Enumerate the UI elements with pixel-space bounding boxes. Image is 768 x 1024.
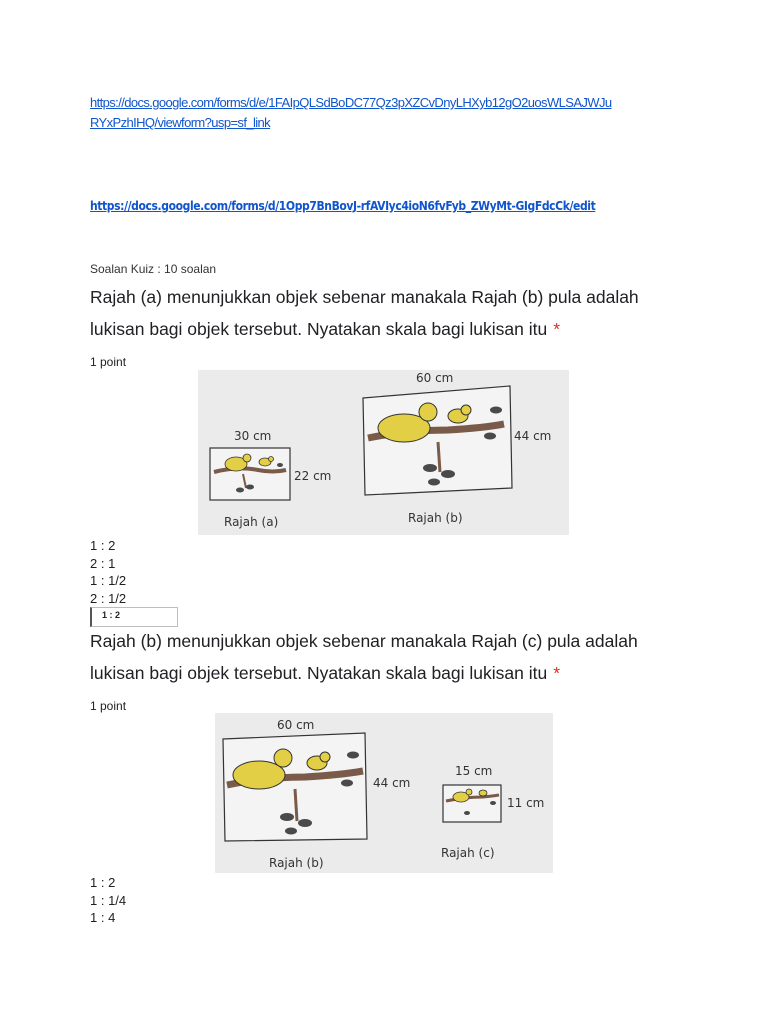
answer-field[interactable]: 1 : 2 [90,607,178,627]
option[interactable]: 1 : 4 [90,910,116,925]
question-1-points: 1 point [90,355,127,369]
question-2-figure [215,713,553,873]
rajah-a-height-label: 22 cm [294,469,332,483]
question-1-options [90,537,126,607]
rajah-c-height-label: 11 cm [507,796,545,810]
question-1-text [90,281,690,345]
question-2-options [90,874,126,927]
rajah-b-caption: Rajah (b) [408,511,463,525]
question-2-label: Rajah (b) menunjukkan objek sebenar manakala Rajah (c) pula adalah lukisan bagi objek tersebut. Nyatakan skala bagi lukisan itu [90,631,638,683]
option[interactable]: 2 : 1/2 [90,590,127,606]
required-asterisk: * [553,663,561,683]
option[interactable]: 1 : 1/2 [90,573,127,588]
rajah-a-caption: Rajah (a) [224,515,279,529]
rajah-c-width-label: 15 cm [455,764,493,778]
link-line-2: RYxPzhIHQ/viewform?usp=sf_link [90,115,271,130]
question-2-figure-svg [215,713,553,873]
quiz-info: Soalan Kuiz : 10 soalan [90,262,217,276]
rajah-c-bird-2 [479,790,487,796]
question-1-label: Rajah (a) menunjukkan objek sebenar manakala Rajah (b) pula adalah lukisan bagi objek tersebut. Nyatakan skala bagi lukisan itu [90,287,639,339]
question-2-text [90,625,690,689]
rajah-c-caption: Rajah (c) [441,846,495,860]
option[interactable]: 1 : 2 [90,538,116,553]
google-form-view-link[interactable] [90,93,690,133]
rajah-a-width-label: 30 cm [234,429,272,443]
question-2-points: 1 point [90,699,127,713]
link-line-1: https://docs.google.com/forms/d/e/1FAIpQLSdBoDC77Qz3pXZCvDnyLHXyb12gO2uosWLSAJWJu [90,95,612,110]
option[interactable]: 1 : 1/4 [90,892,127,908]
question-1-figure [198,370,569,535]
option[interactable]: 1 : 2 [90,875,116,890]
rajah-b-frame [363,386,512,495]
rajah-b-width-label: 60 cm [277,718,315,732]
rajah-b-height-label: 44 cm [373,776,411,790]
option[interactable]: 2 : 1 [90,555,116,571]
rajah-b-width-label: 60 cm [416,371,454,385]
required-asterisk: * [553,319,561,339]
rajah-b-caption: Rajah (b) [269,856,324,870]
question-1-figure-svg [198,370,569,535]
google-form-edit-link[interactable]: https://docs.google.com/forms/d/1Opp7BnBovJ-rfAVIyc4ioN6fvFyb_ZWyMt-GIgFdcCk/edit [90,199,596,213]
rajah-b-height-label: 44 cm [514,429,552,443]
